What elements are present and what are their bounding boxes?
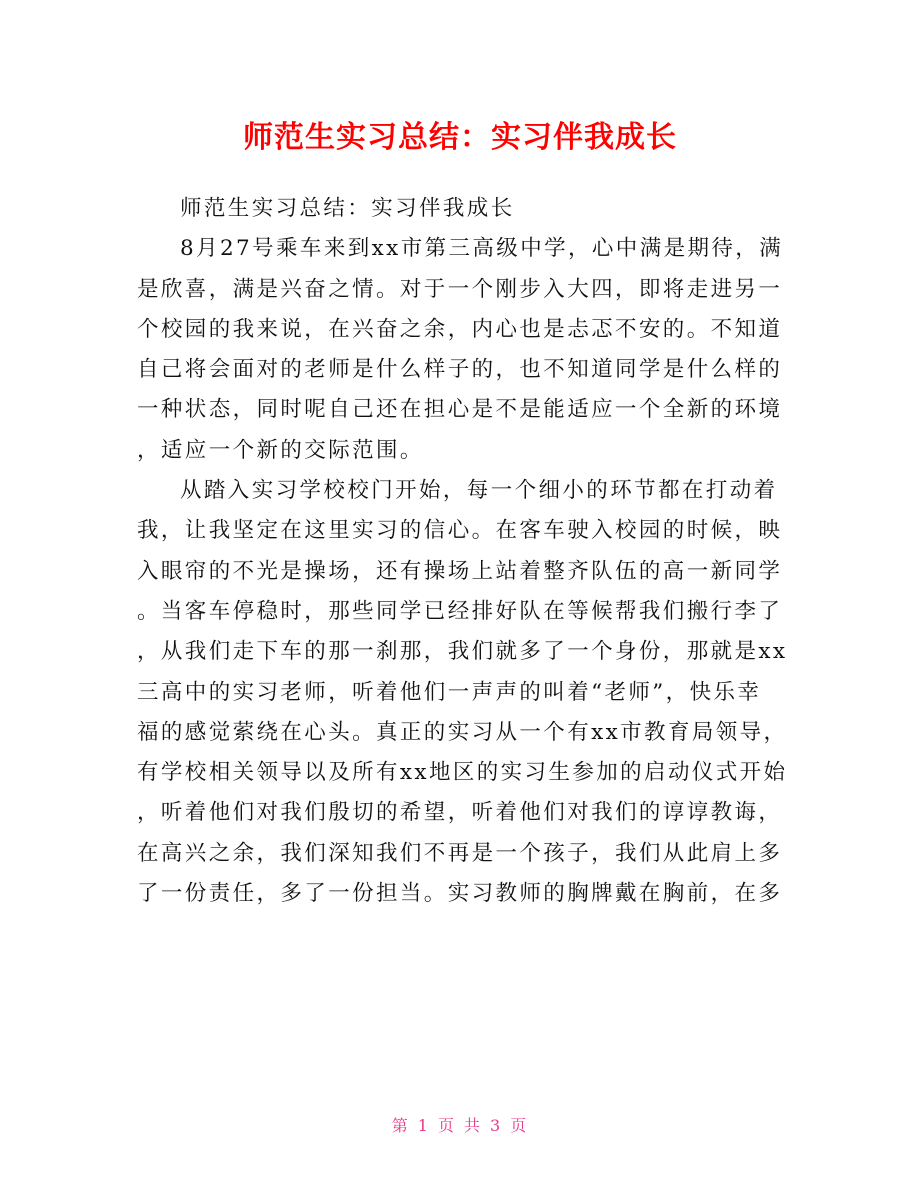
- body-line: 在高兴之余，我们深知我们不再是一个孩子，我们从此肩上多: [137, 840, 783, 866]
- body-line: ，听着他们对我们殷切的希望，听着他们对我们的谆谆教诲，: [137, 800, 783, 826]
- body-line: 自己将会面对的老师是什么样子的，也不知道同学是什么样的: [137, 357, 783, 383]
- body-line: 。当客车停稳时，那些同学已经排好队在等候帮我们搬行李了: [137, 598, 783, 624]
- body-line: 入眼帘的不光是操场，还有操场上站着整齐队伍的高一新同学: [137, 558, 783, 584]
- body-line: ，适应一个新的交际范围。: [137, 437, 424, 463]
- total-prefix: 共: [464, 1116, 483, 1135]
- document-title: 师范生实习总结：实习伴我成长: [243, 120, 677, 155]
- body-line: 8月27号乘车来到xx市第三高级中学，心中满是期待，满: [180, 236, 784, 262]
- document-body: [137, 189, 788, 914]
- body-line: 一种状态，同时呢自己还在担心是不是能适应一个全新的环境: [137, 397, 783, 423]
- page-suffix: 页: [510, 1116, 529, 1135]
- body-line: 是欣喜，满是兴奋之情。对于一个刚步入大四，即将走进另一: [137, 276, 783, 302]
- total-page-count: 3: [490, 1116, 503, 1135]
- body-line: 有学校相关领导以及所有xx地区的实习生参加的启动仪式开始: [137, 760, 788, 786]
- page-word: 页: [437, 1116, 456, 1135]
- body-line: 三高中的实习老师，听着他们一声声的叫着“老师”，快乐幸: [137, 679, 762, 705]
- body-line: 福的感觉萦绕在心头。真正的实习从一个有xx市教育局领导，: [137, 719, 788, 745]
- body-line: 了一份责任，多了一份担当。实习教师的胸牌戴在胸前，在多: [137, 881, 783, 907]
- current-page-number: 1: [417, 1116, 430, 1135]
- page-footer: [0, 1113, 920, 1136]
- body-line: 从踏入实习学校校门开始，每一个细小的环节都在打动着: [180, 478, 778, 504]
- body-line: 师范生实习总结：实习伴我成长: [180, 196, 515, 221]
- body-line: 个校园的我来说，在兴奋之余，内心也是忐忑不安的。不知道: [137, 316, 783, 342]
- page-prefix: 第: [391, 1116, 410, 1135]
- body-line: ，从我们走下车的那一刹那，我们就多了一个身份，那就是xx: [137, 639, 788, 665]
- body-line: 我，让我坚定在这里实习的信心。在客车驶入校园的时候，映: [137, 518, 783, 544]
